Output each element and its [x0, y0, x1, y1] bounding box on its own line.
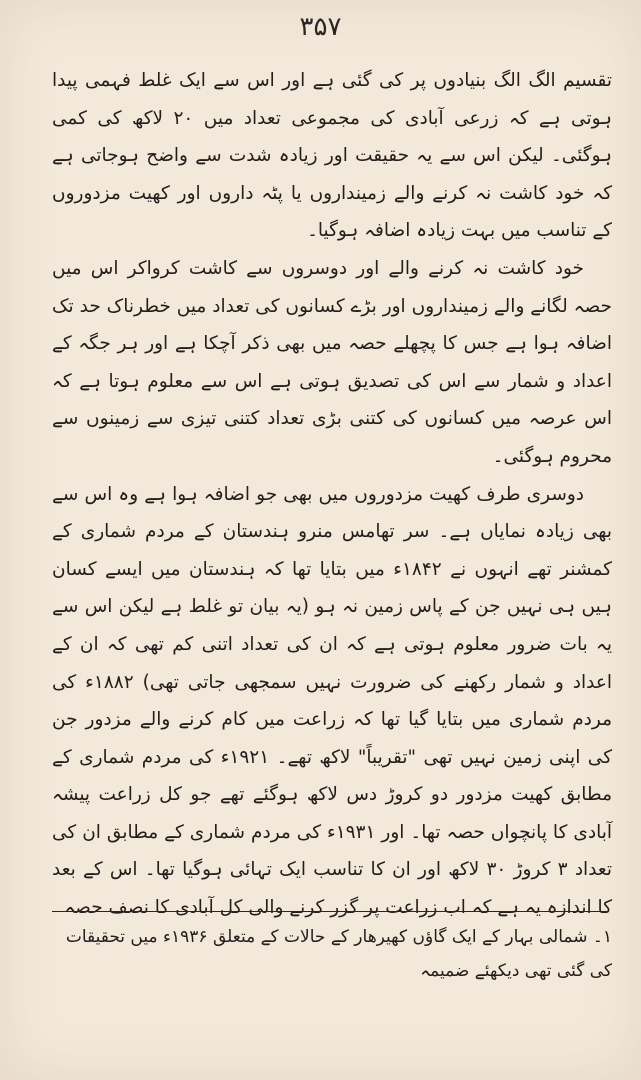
body-text — [52, 62, 612, 927]
paragraph: دوسری طرف کھیت مزدوروں میں بھی جو اضافہ ہوا ہے وہ اس سے بھی زیادہ نمایاں ہے۔ سر تھامس منرو ہندستان کے مردم شماری کے کمشنر تھے انہوں نے ۱۸۴۲ء میں بتایا تھا کہ ہندستان میں ایسے کسان ہیں ہی نہیں جن کے پاس زمین نہ ہو (یہ بیان تو غلط ہے لیکن اس سے یہ بات ضرور معلوم ہوتی ہے کہ ان کی تعداد اتنی کم تھی کہ ان کے اعداد و شمار رکھنے کی ضرورت نہیں سمجھی جاتی تھی) ۱۸۸۲ء کی مردم شماری میں بتایا گیا تھا کہ زراعت میں کام کرنے والے مزدور جن کی اپنی زمین نہیں تھی "تقریباً" لاکھ تھے۔ ۱۹۲۱ء کی مردم شماری کے مطابق کھیت مزدور دو کروڑ دس لاکھ ہوگئے تھے جو کل زراعت پیشہ آبادی کا پانچواں حصہ تھا۔ اور ۱۹۳۱ء کی مردم شماری کے مطابق ان کی تعداد ۳ کروڑ ۳۰ لاکھ اور ان کا تناسب ایک تہائی ہوگیا تھا۔ اس کے بعد کا اندازہ یہ ہے کہ اب زراعت پر گزر کرنے والی کل آبادی کا نصف حصہ — [52, 483, 613, 919]
paragraph: تقسیم الگ الگ بنیادوں پر کی گئی ہے اور اس سے ایک غلط فہمی پیدا ہوتی ہے کہ زرعی آبادی کی مجموعی تعداد میں ۲۰ لاکھ کی کمی ہوگئی۔ لیکن اس سے یہ حقیقت اور زیادہ شدت سے واضح ہوجاتی ہے کہ خود کاشت نہ کرنے والے زمینداروں یا پٹہ داروں اور کھیت مزدوروں کے تناسب میں بہت زیادہ اضافہ ہوگیا۔ — [52, 70, 612, 242]
paragraph: خود کاشت نہ کرنے والے اور دوسروں سے کاشت کرواکر اس میں حصہ لگانے والے زمینداروں اور بڑے کسانوں کی تعداد میں خطرناک حد تک اضافہ ہوا ہے جس کا پچھلے حصہ میں بھی ذکر آچکا ہے اور ہر جگہ کے اعداد و شمار سے اس کی تصدیق ہوتی ہے اس سے معلوم ہوتا ہے کہ اس عرصہ میں کسانوں کی کتنی بڑی تعداد کتنی تیزی سے زمینوں سے محروم ہوگئی۔ — [52, 257, 612, 467]
footnote: ۱۔ شمالی بہار کے ایک گاؤں کھیرھار کے حالات کے متعلق ۱۹۳۶ء میں تحقیقات کی گئی تھی دیکھئے ضمیمہ — [65, 927, 612, 981]
footnote-divider — [52, 911, 608, 912]
page-number: ۳۵۷ — [299, 12, 342, 42]
